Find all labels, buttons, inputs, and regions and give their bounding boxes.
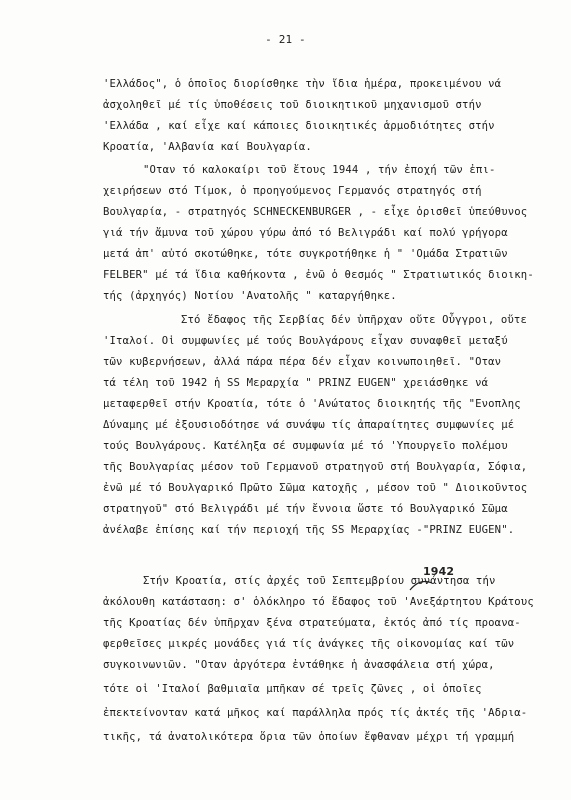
text-line: τότε οἱ 'Ιταλοί βαθμιαῖα μπῆκαν σέ τρεῖς ζῶνες , οἱ ὁποῖες [103,683,482,695]
text-line: στρατηγοῦ" στό Βελιγράδι μέ τήν ἔννοια ὥστε τό Βουλγαρικό Σῶμα [103,503,508,515]
text-line: ἀνέλαβε ἐπίσης καί τήν περιοχή τῆς SS Μεραρχίας -"PRINZ EUGEN". [103,524,515,536]
text-line: ἐπεκτείνονταν κατά μῆκος καί παράλληλα πρός τίς ἀκτές τῆς 'Αδρια- [103,707,528,719]
text-line: χειρήσεων στό Τίμοκ, ὁ προηγούμενος Γερμανός στρατηγός στή [103,185,482,197]
text-line: τικῆς, τά ἀνατολικότερα ὅρια τῶν ὁποίων ἔφθαναν μέχρι τή γραμμή [103,731,515,743]
text-line: τά τέλη τοῦ 1942 ἡ SS Μεραρχία " PRINZ EUGEN" χρειάσθηκε νά [103,377,489,389]
text-line: Στό ἔδαφος τῆς Σερβίας δέν ὑπῆρχαν οὔτε Οὖγγροι, οὔτε [181,314,527,326]
text-line: FELBER" μέ τά ἴδια καθήκοντα , ἐνῶ ὁ θεσμός " Στρατιωτικός διοικη- [103,269,534,281]
text-line: Βουλγαρία, - στρατηγός SCHNECKENBURGER , - εἶχε ὁρισθεῖ ὑπεύθυνος [103,206,528,218]
handwritten-note: 1942 [423,565,455,578]
page-number: - 21 - [265,33,306,46]
text-line: Κροατία, 'Αλβανία καί Βουλγαρία. [103,141,312,153]
text-line: τῆς Βουλγαρίας μέσον τοῦ Γερμανοῦ στρατηγοῦ στή Βουλγαρία, Σόφια, [103,461,528,473]
text-line: τῶν κυβερνήσεων, ἀλλά πάρα πέρα δέν εἶχαν κοινωποιηθεῖ. "Οταν [103,356,502,368]
text-line: γιά τήν ἄμυνα τοῦ χώρου γύρω ἀπό τό Βελιγράδι καί πολύ γρήγορα [103,227,508,239]
text-line: Στήν Κροατία, στίς ἀρχές τοῦ Σεπτεμβρίου συνάντησα τήν [143,575,496,587]
text-line: μετά ἀπ' αὐτό σκοτώθηκε, τότε συγκροτήθηκε ἡ " 'Ομάδα Στρατιῶν [103,248,508,260]
text-line: μεταφερθεῖ στήν Κροατία, τότε ὁ 'Ανώτατος διοικητής τῆς "Ενοπλης [103,398,521,410]
text-line: τής (ἀρχηγός) Νοτίου 'Ανατολῆς " καταργήθηκε. [103,290,397,302]
text-line: ἀκόλουθη κατάσταση: σ' ὁλόκληρο τό ἔδαφος τοῦ 'Ανεξάρτητου Κράτους [103,596,534,608]
text-line: ἐνῶ μέ τό Βουλγαρικό Πρῶτο Σῶμα κατοχῆς , μέσον τοῦ " Διοικοῦντος [103,482,528,494]
text-line: "Οταν τό καλοκαίρι τοῦ ἔτους 1944 , τήν ἐποχή τῶν ἐπι- [143,164,496,176]
text-line: Δύναμης μέ ἐξουσιοδότησε νά συνάψω τίς ἀπαραίτητες συμφωνίες μέ [103,419,515,431]
text-line: τῆς Κροατίας δέν ὑπῆρχαν ξένα στρατεύματα, ἐκτός ἀπό τίς προανα- [103,617,521,629]
text-line: συγκοινωνιῶν. "Οταν ἀργότερα ἐντάθηκε ἡ ἀνασφάλεια στή χώρα, [103,659,495,671]
text-line: 'Ελλάδος", ὁ ὁποῖος διορίσθηκε τὴν ἴδια ἡμέρα, προκειμένου νά [103,78,502,90]
text-line: 'Ιταλοί. Οἱ συμφωνίες μέ τούς Βουλγάρους εἶχαν συναφθεῖ μεταξύ [103,335,508,347]
text-line: τούς Βουλγάρους. Κατέληξα σέ συμφωνία μέ τό 'Υπουργεῖο πολέμου [103,440,508,452]
text-line: 'Ελλάδα , καί εἶχε καί κάποιες διοικητικές ἁρμοδιότητες στήν [103,120,495,132]
text-line: ἀσχοληθεῖ μέ τίς ὑποθέσεις τοῦ διοικητικοῦ μηχανισμοῦ στήν [103,99,482,111]
text-line: φερθεῖσες μικρές μονάδες γιά τίς ἀνάγκες τῆς οἰκονομίας καί τῶν [103,638,515,650]
